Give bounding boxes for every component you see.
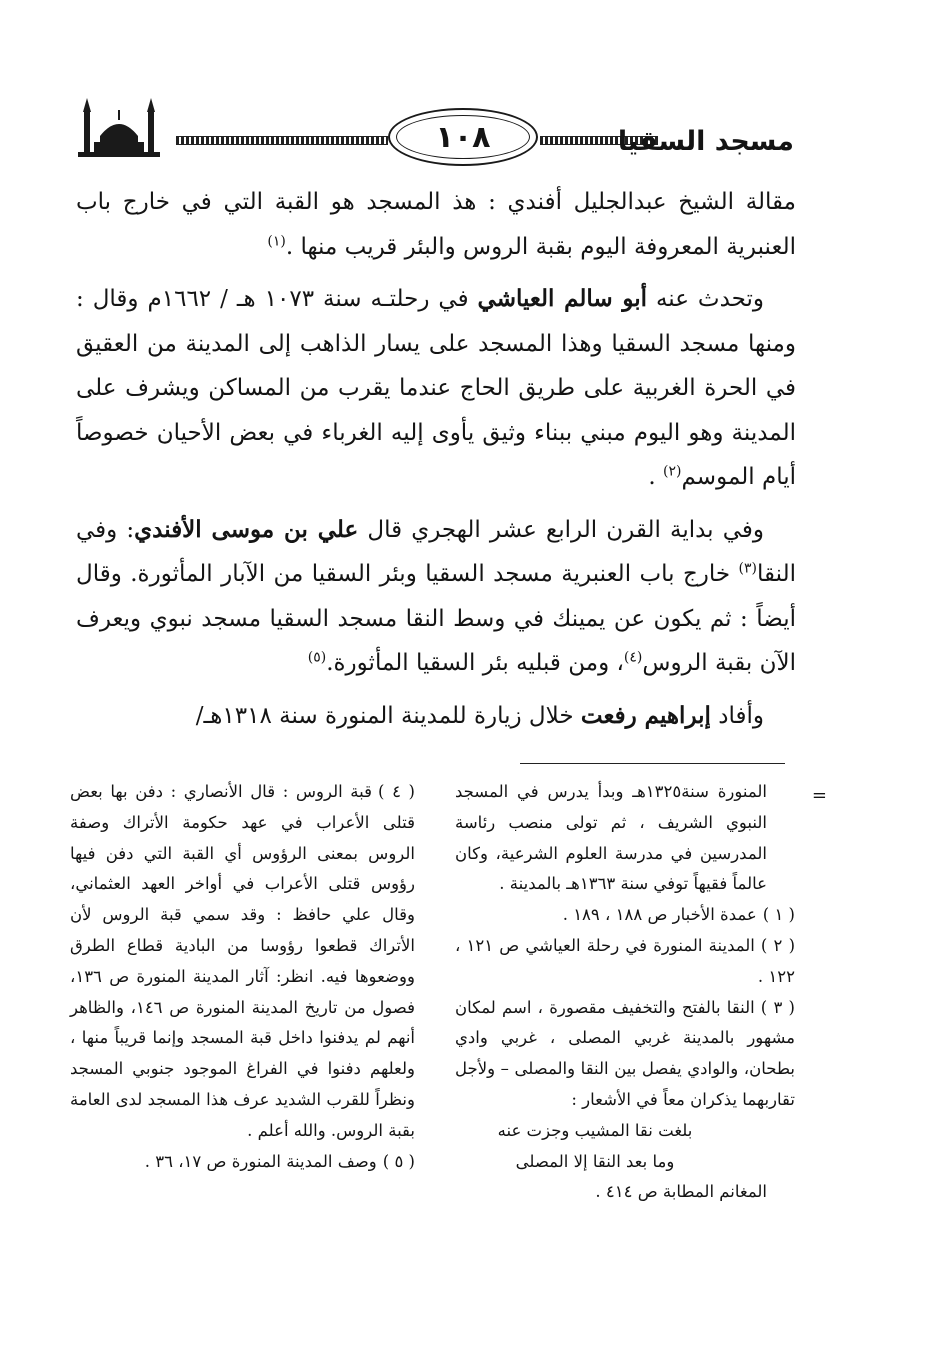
paragraph-2-end: .: [648, 464, 664, 490]
footnote-1-text: عمدة الأخبار ص ١٨٨ ، ١٨٩ .: [562, 905, 757, 925]
footnote-ref-1: (١): [267, 232, 286, 249]
footnote-separator: [520, 763, 785, 764]
running-title: مسجد السقيا: [617, 126, 794, 157]
footnote-ref-5: (٥): [307, 649, 327, 666]
footnote-3: [455, 993, 795, 1116]
paragraph-3-text-b: : وفي النقا: [76, 516, 796, 587]
footnote-5-number: ( ٥ ): [382, 1151, 415, 1171]
paragraph-2-text-a: وتحدث عنه: [647, 286, 765, 312]
footnote-3-source: [455, 1177, 795, 1208]
footnote-4: [70, 777, 415, 1147]
ornament-rule-left: [176, 136, 388, 145]
footnote-1-number: ( ١ ): [762, 905, 795, 925]
paragraph-4: [76, 694, 796, 739]
main-text: [76, 180, 796, 746]
paragraph-1: [76, 180, 796, 269]
page-header: [78, 92, 794, 172]
footnote-2: [455, 931, 795, 993]
footnote-4-number: ( ٤ ): [378, 782, 415, 801]
footnote-continuation-text: المنورة سنة١٣٢٥هـ وبدأ يدرس في المسجد النبوي الشريف ، ثم تولى منصب رئاسة المدرسين في مدرسة العلوم الشرعية، وكان عالماً فقيهاً توفي سنة ١٣٦٣هـ بالمدينة .: [455, 782, 767, 894]
page-number: ١٠٨: [435, 120, 491, 155]
footnote-ref-4: (٤): [623, 649, 643, 666]
footnote-1: [455, 900, 795, 931]
footnote-ref-2: (٢): [663, 463, 682, 480]
footnote-3-poem-line-2: وما بعد النقا إلا المصلى: [515, 1151, 675, 1171]
footnote-5: [70, 1147, 415, 1178]
paragraph-3-text-c: خارج باب العنبرية مسجد السقيا وبئر السقيا من الآبار المأثورة. وقال أيضاً : ثم يكون عن يمينك في وسط النقا مسجد السقيا مسجد نبوي ويعرف الآن بقبة الروس: [76, 561, 796, 676]
paragraph-2-text-b: في رحلتـه سنة ١٠٧٣ هـ / ١٦٦٢م وقال : ومنها مسجد السقيا وهذا المسجد على يسار الذاهب إلى المدينة من العقيق في الحرة الغربية على طريق الحاج عندما يقرب من المساكن ويشرف على المدينة وهو اليوم مبني ببناء وثيق يأوى إليه الغرباء في بعض الأحيان خصوصاً أيام الموسم: [76, 286, 796, 490]
paragraph-1-text: مقالة الشيخ عبدالجليل أفندي : هذ المسجد هو القبة التي في خارج باب العنبرية المعروفة اليوم بقبة الروس والبئر قريب منها .: [76, 189, 796, 260]
footnotes-right-column: [455, 777, 827, 1208]
person-name-rifaat: إبراهيم رفعت: [580, 701, 711, 729]
footnote-ref-3: (٣): [738, 560, 758, 577]
paragraph-3: [76, 508, 796, 686]
footnote-3-source-text: المغانم المطابة ص ٤١٤ .: [595, 1182, 767, 1202]
footnote-continuation: [455, 777, 795, 900]
paragraph-3-text-a: وفي بداية القرن الرابع عشر الهجري قال: [358, 516, 764, 543]
footnote-3-poem-line-1: بلغت نقا المشيب وجزت عنه: [497, 1120, 693, 1140]
paragraph-4-text-a: وأفاد: [710, 702, 764, 729]
footnotes-left-column: [70, 777, 415, 1177]
paragraph-3-text-d: ، ومن قبليه بئر السقيا المأثورة.: [326, 650, 624, 676]
footnote-5-text: وصف المدينة المنورة ص ١٧، ٣٦ .: [144, 1151, 377, 1171]
person-name-afandi: علي بن موسى الأفندي: [134, 515, 359, 543]
person-name-ayyashi: أبو سالم العياشي: [477, 285, 648, 312]
page-number-frame: [388, 108, 538, 166]
footnote-2-number: ( ٢ ): [760, 935, 796, 955]
footnote-3-text: النقا بالفتح والتخفيف مقصورة ، اسم لمكان مشهور بالمدينة غربي المصلى ، غربي وادي بطحان، والوادي يفصل بين النقا والمصلى – ولأجل تقاربهما يذكران معاً في الأشعار :: [455, 997, 795, 1109]
paragraph-4-text-b: خلال زيارة للمدينة المنورة سنة ١٣١٨هـ/: [195, 702, 581, 729]
continuation-mark: =: [811, 785, 827, 806]
footnote-2-text: المدينة المنورة في رحلة العياشي ص ١٢١ ، ١٢٢ .: [455, 935, 795, 986]
mosque-icon: [78, 92, 160, 164]
footnote-3-number: ( ٣ ): [760, 997, 795, 1017]
footnote-4-text: قبة الروس : قال الأنصاري : دفن بها بعض قتلى الأعراب في عهد حكومة الأتراك وصفة الروس بمعنى الرؤوس أي القبة التي دفن فيها رؤوس قتلى الأعراب في أواخر العهد العثماني، وقال علي حافظ : وقد سمي قبة الروس لأن الأتراك قطعوا رؤوسا من البادية قطاع الطرق ووضعوها فيه. انظر: آثار المدينة المنورة ص ١٣٦، فصول من تاريخ المدينة المنورة ص ١٤٦، والظاهر أنهم لم يدفنوا داخل قبة المسجد وإنما قريباً منها ، ولعلهم دفنوا في الفراغ الموجود جنوبي المسجد ونظراً للقرب الشديد عرف هذا المسجد لدى العامة بقبة الروس. والله أعلم .: [70, 782, 415, 1140]
paragraph-2: [76, 277, 796, 500]
